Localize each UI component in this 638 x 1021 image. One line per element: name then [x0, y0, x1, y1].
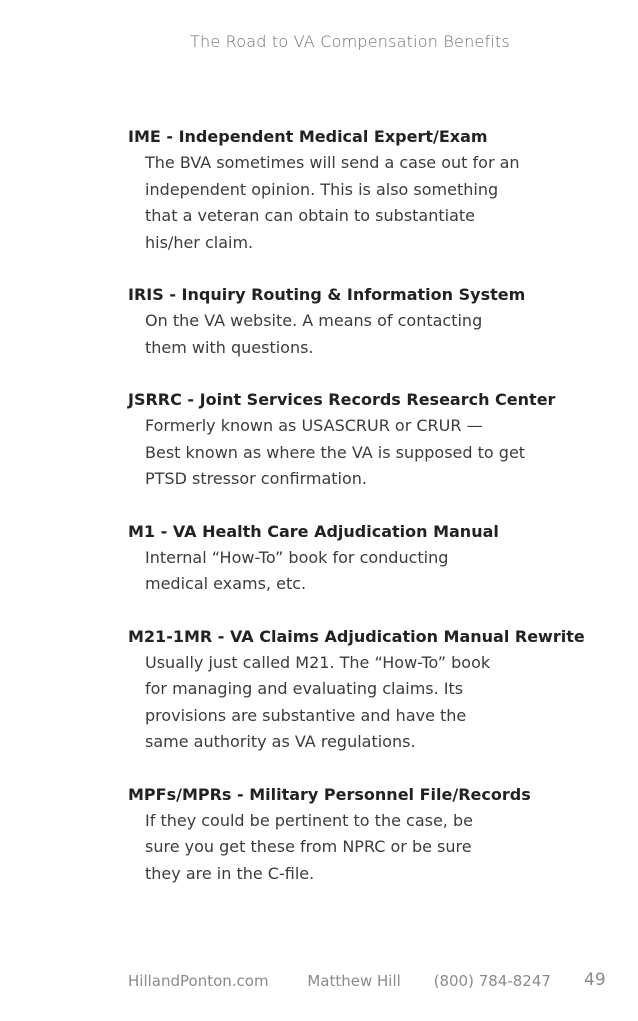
definition-line: Internal “How-To” book for conducting	[145, 547, 449, 567]
glossary-term: M1 - VA Health Care Adjudication Manual	[128, 521, 499, 541]
glossary-term: IME - Independent Medical Expert/Exam	[128, 127, 488, 146]
glossary-entry-m21	[128, 624, 598, 756]
footer-author: Matthew Hill	[307, 972, 401, 990]
definition-line: his/her claim.	[145, 232, 254, 252]
glossary-definition	[128, 308, 598, 361]
glossary-term: JSRRC - Joint Services Records Research Center	[128, 390, 556, 409]
definition-line: PTSD stressor confirmation.	[145, 469, 368, 488]
definition-line: for managing and evaluating claims. Its	[145, 679, 464, 698]
glossary-term: M21-1MR - VA Claims Adjudication Manual Rewrite	[128, 626, 585, 646]
glossary-entry-ime	[128, 124, 598, 256]
footer-website: HillandPonton.com	[128, 972, 269, 990]
glossary-definition	[128, 150, 598, 256]
glossary-entry-iris	[128, 282, 598, 361]
definition-line: medical exams, etc.	[145, 574, 307, 593]
glossary-entry-m1	[128, 519, 598, 598]
definition-line: The BVA sometimes will send a case out for an	[145, 153, 520, 172]
definition-line: same authority as VA regulations.	[145, 732, 416, 751]
definition-line: that a veteran can obtain to substantiate	[145, 206, 476, 225]
definition-line: If they could be pertinent to the case, be	[145, 810, 473, 830]
glossary-entry-jsrrc	[128, 387, 598, 493]
definition-line: sure you get these from NPRC or be sure	[145, 837, 472, 856]
definition-line: them with questions.	[145, 337, 314, 357]
glossary-definition	[128, 808, 598, 888]
definition-line: Usually just called M21. The “How-To” book	[145, 652, 491, 672]
glossary-definition	[128, 413, 598, 493]
page-footer	[128, 972, 551, 990]
definition-line: independent opinion. This is also something	[145, 179, 499, 199]
definition-line: On the VA website. A means of contacting	[145, 311, 483, 330]
definition-line: Formerly known as USASCRUR or CRUR —	[145, 416, 483, 435]
glossary-term: IRIS - Inquiry Routing & Information System	[128, 285, 526, 304]
running-header: The Road to VA Compensation Benefits	[190, 32, 510, 51]
glossary-list	[128, 124, 598, 913]
glossary-term: MPFs/MPRs - Military Personnel File/Records	[128, 784, 531, 804]
glossary-entry-mpfs	[128, 782, 598, 888]
glossary-definition	[128, 545, 598, 598]
definition-line: provisions are substantive and have the	[145, 705, 467, 725]
page-number: 49	[584, 970, 606, 990]
definition-line: Best known as where the VA is supposed to get	[145, 442, 526, 462]
definition-line: they are in the C-file.	[145, 863, 315, 883]
glossary-definition	[128, 650, 598, 756]
footer-phone: (800) 784-8247	[433, 972, 551, 990]
